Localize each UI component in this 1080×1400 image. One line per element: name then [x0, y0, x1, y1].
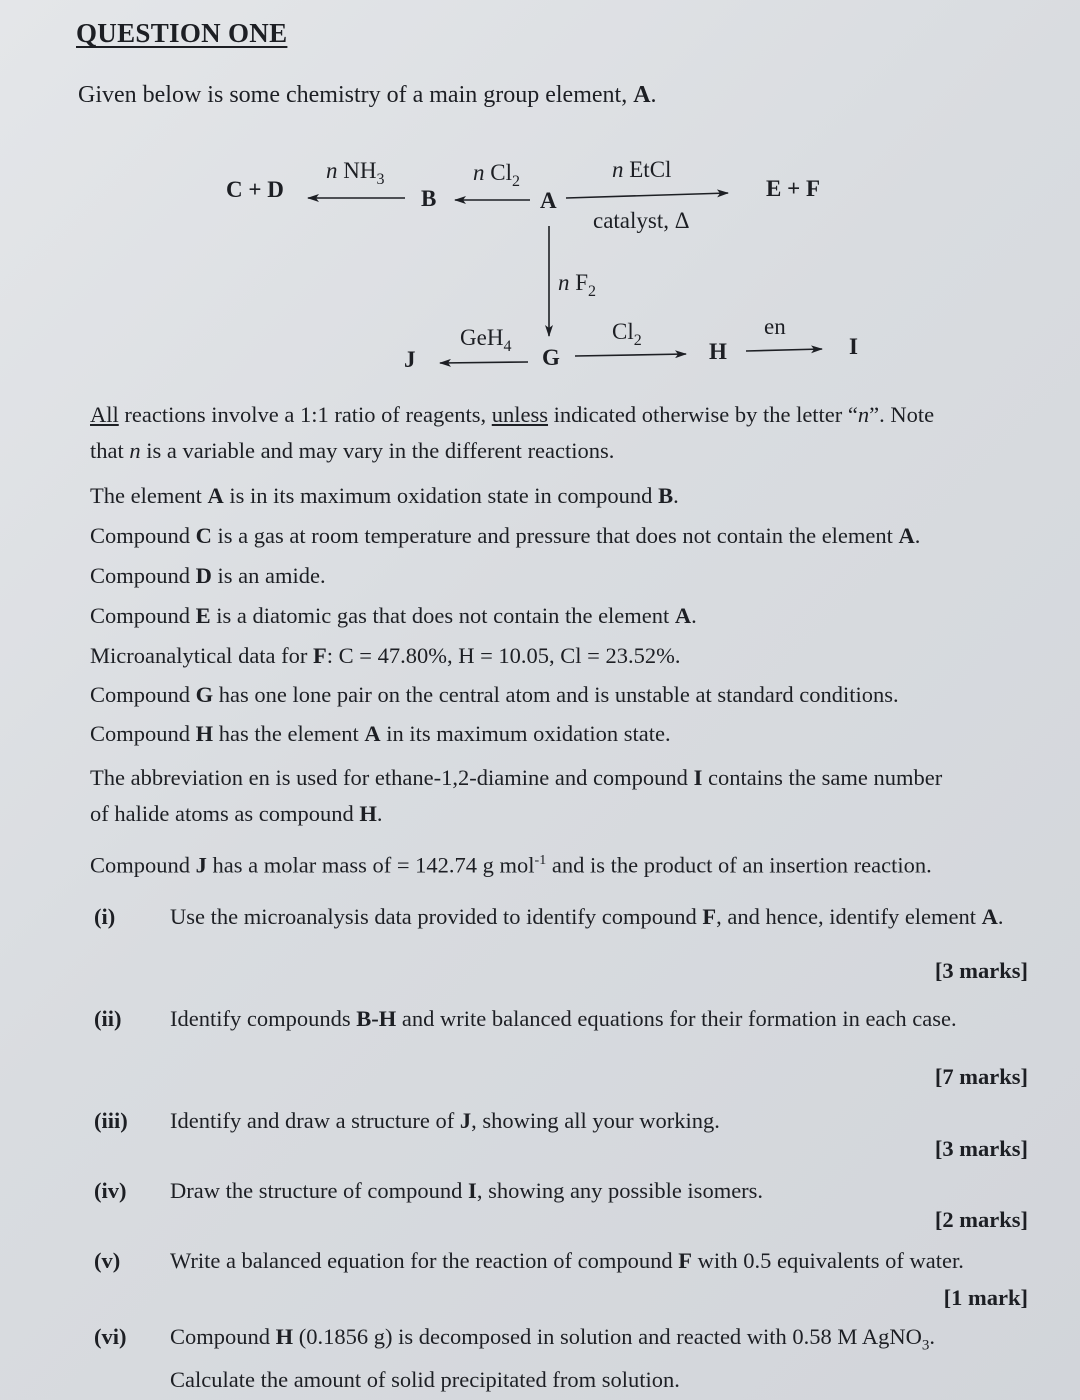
statement-compound-d: Compound D is an amide. — [90, 563, 326, 588]
node-i: I — [849, 334, 858, 359]
intro-element: A — [633, 82, 651, 108]
reaction-scheme — [0, 140, 1080, 390]
reagent-cl2-top: n $Cl_2$ — [473, 160, 520, 190]
marks-v: [1 mark] — [943, 1285, 1028, 1310]
reagent-cl2-bottom: $Cl_2$ — [612, 319, 642, 349]
reagent-nh3: n $NH_3$ — [326, 158, 385, 188]
statement-compound-i: The abbreviation en is used for ethane-1,2-diamine and compound I contains the same number of halide atoms as compound H. — [90, 765, 943, 826]
reagent-geh4: GeH$_4$ — [460, 325, 512, 355]
statement-compound-g: Compound G has one lone pair on the central atom and is unstable at standard conditions. — [90, 682, 899, 707]
node-e-plus-f: E + F — [766, 176, 820, 201]
arrow-a-to-ef — [566, 193, 728, 198]
node-g: G — [542, 345, 560, 370]
question-heading: QUESTION ONE — [76, 18, 288, 48]
statement-compound-h: Compound H has the element A in its maximum oxidation state. — [90, 721, 671, 746]
reagent-f2: n $F_2$ — [558, 270, 597, 300]
arrow-h-to-i — [746, 349, 822, 351]
node-j: J — [404, 347, 416, 372]
statement-element-a: The element A is in its maximum oxidation state in compound B. — [90, 483, 679, 508]
statement-compound-j: Compound J has a molar mass of = 142.74 g mol$^{-1}$ and is the product of an insertion reaction. — [90, 852, 932, 878]
statement-ratio: All reactions involve a 1:1 ratio of reagents, unless indicated otherwise by the letter “n”. Note that n is a variable and may vary in the different reactions. — [90, 402, 935, 463]
node-h: H — [709, 339, 727, 364]
reagent-catalyst: catalyst, Δ — [593, 208, 690, 233]
arrow-g-to-j — [440, 362, 528, 363]
node-a: A — [540, 188, 557, 213]
node-b: B — [421, 186, 437, 211]
reagent-etcl: n EtCl — [612, 157, 672, 182]
intro-text: Given below is some chemistry of a main group element, — [78, 82, 634, 108]
statement-compound-c: Compound C is a gas at room temperature and pressure that does not contain the element A. — [90, 523, 921, 548]
marks-iii: [3 marks] — [934, 1136, 1028, 1161]
intro-end: . — [650, 82, 657, 108]
node-c-plus-d: C + D — [226, 177, 284, 202]
statement-microanalysis-f: Microanalytical data for F: C = 47.80%, H = 10.05, Cl = 23.52%. — [90, 643, 681, 668]
statement-compound-e: Compound E is a diatomic gas that does not contain the element A. — [90, 603, 697, 628]
marks-i: [3 marks] — [934, 958, 1028, 983]
intro-sentence — [78, 82, 657, 109]
marks-ii: [7 marks] — [934, 1064, 1028, 1089]
arrow-g-to-h — [575, 354, 686, 356]
marks-iv: [2 marks] — [934, 1207, 1028, 1232]
exam-page: QUESTION ONE Given below is some chemistry of a main group element, A. C + D B A E + F J G H I n $NH_3$ n $Cl_2$ n EtCl catalyst, Δ n $F_2$ GeH$_4$ $Cl_2$ en All reactions involve a 1:1 ratio of reagents, unless indicated otherwise by the letter “n”. Note that n is a variable and may vary in the different reactions. The element A is in its maximum oxidation state in compound B. Compound C is a gas at room temperature and pressure that does not contain the element A. Compound D is an amide. Compound E is a diatomic gas that does not contain the element A. Microanalytical data for F: C = 47.80%, H = 10.05, Cl = 23.52%. Compound G has one lone pair on the central atom and is unstable at standard conditions. Compound H has the element A in its maximum oxidation state. The abbreviation en is used for ethane-1,2-diamine and compound I contains the same number of halide atoms as compound H. Compound J has a molar mass of = 142.74 g mol$^{-1}$ and is the product of an insertion reaction. (i) Use the microanalysis data provided to identify compound F, and hence, identify element A. [3 marks] (ii) Identify compounds B-H and write balanced equations for their formation in each case. [7 marks] (iii) Identify and draw a structure of J, showing all your working. [3 marks] (iv) Draw the structure of compound I, showing any possible isomers. [2 marks] (v) Write a balanced equation for the reaction of compound F with 0.5 equivalents of water. [1 mark] (vi) Compound H (0.1856 g) is decomposed in solution and reacted with 0.58 M AgNO$_3$. Calculate the amount of solid precipitated from solution. — [0, 0, 1080, 1400]
reagent-en: en — [764, 314, 786, 339]
